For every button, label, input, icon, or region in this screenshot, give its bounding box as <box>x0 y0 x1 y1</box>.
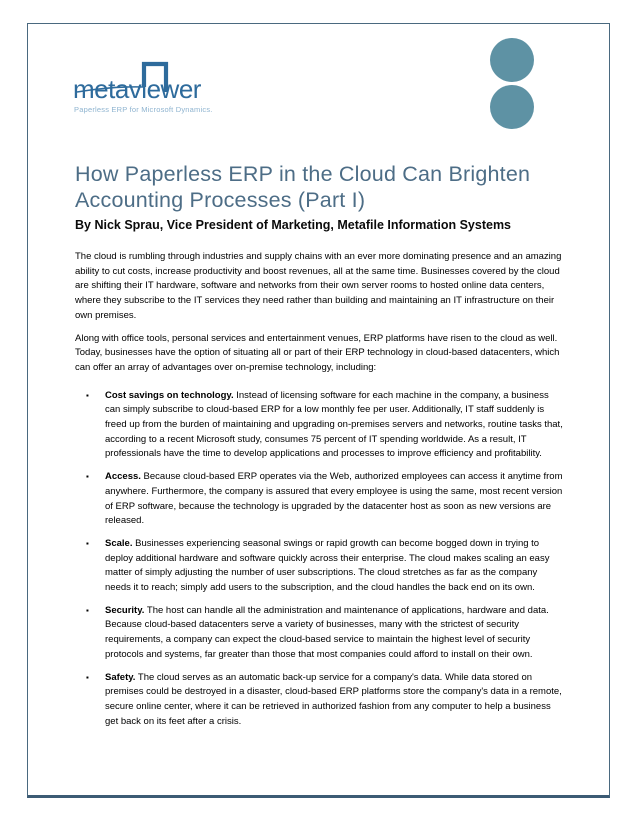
list-item <box>75 671 564 730</box>
article-body <box>75 250 564 729</box>
article-byline: By Nick Sprau, Vice President of Marketing, Metafile Information Systems <box>75 218 512 232</box>
list-item <box>75 537 564 596</box>
list-item-text <box>105 604 564 663</box>
bullet-icon: ▪ <box>86 390 89 400</box>
list-item-lead: Safety. <box>105 671 136 683</box>
bullet-icon: ▪ <box>86 472 89 482</box>
list-item-lead: Access. <box>105 471 141 483</box>
decorative-circle-top <box>490 38 534 82</box>
paragraph: Along with office tools, personal services and entertainment venues, ERP platforms have risen to the cloud as well. Today, businesses have the option of situating all or part of their ERP technology in cloud-based datacenters, which can offer an array of advantages over on-premise technology, including: <box>75 332 560 373</box>
list-item-lead: Security. <box>105 604 145 616</box>
advantages-list <box>75 389 564 730</box>
list-item-text <box>105 470 564 529</box>
decorative-circle-bottom <box>490 85 534 129</box>
list-item-body: Because cloud-based ERP operates via the Web, authorized employees can access it anytime from anywhere. Furthermore, the company is assured that every employee is using the same, most recent version of ERP software, because the technology is upgraded by the datacenter host as soon as new versions are released. <box>105 471 563 527</box>
bullet-icon: ▪ <box>86 605 89 615</box>
paragraph: The cloud is rumbling through industries and supply chains with an ever more dominating presence and an amazing ability to cut costs, increase productivity and boost revenues, all at the same time. Businesses covered by the cloud are shifting their IT hardware, software and networks from their own server rooms to hosted online data centers, where they subscribe to the IT services they need rather than building and maintaining an IT infrastructure on their own premises. <box>75 251 562 321</box>
list-item-body: The cloud serves as an automatic back-up service for a company's data. While data stored on premises could be destroyed in a disaster, cloud-based ERP platforms store the company's data in a remote, secure online center, where it can be retrieved in authorized fashion from any computer to help a business get back on its feet after a crisis. <box>105 671 562 727</box>
list-item-body: Businesses experiencing seasonal swings or rapid growth can become bogged down in trying to deploy additional hardware and software quickly across their enterprise. The cloud makes scaling an easy matter of simply adjusting the number of user subscriptions. The cloud stretches as far as the company needs it to reach; simply add users to the subscription, and the cloud handles the back end on its own. <box>105 537 550 594</box>
logo-tagline: Paperless ERP for Microsoft Dynamics. <box>74 105 213 114</box>
list-item <box>75 389 564 463</box>
list-item-body: Instead of licensing software for each machine in the company, a business can simply subscribe to cloud-based ERP for a low monthly fee per user. Additionally, IT staff suddenly is freed up from the burden of maintaining and upgrading on-premises servers and networks, routine tasks that, according to a recent Microsoft study, consumes 75 percent of IT spending worldwide. As a result, IT professionals have the time to develop applications and processes to improve efficiency and profitability. <box>105 389 563 460</box>
logo-wordmark: metaviewer <box>73 74 201 104</box>
bullet-icon: ▪ <box>86 672 89 682</box>
list-item-text <box>105 389 564 463</box>
bullet-icon: ▪ <box>86 538 89 548</box>
list-item-text <box>105 671 564 730</box>
list-item-body: The host can handle all the administration and maintenance of applications, hardware and data. Because cloud-based datacenters serve a variety of businesses, many with the strictest of security requirements, a company can expect the cloud-based service to maintain the highest level of security protocols and systems, far greater than those that most companies could afford to install on their own. <box>105 604 549 660</box>
list-item <box>75 604 564 663</box>
article-title: How Paperless ERP in the Cloud Can Brighten Accounting Processes (Part I) <box>75 162 531 212</box>
article <box>75 161 564 737</box>
list-item <box>75 470 564 529</box>
list-item-lead: Cost savings on technology. <box>105 389 234 401</box>
list-item-lead: Scale. <box>105 537 133 549</box>
metaviewer-logo <box>73 56 233 116</box>
list-item-text <box>105 537 564 596</box>
